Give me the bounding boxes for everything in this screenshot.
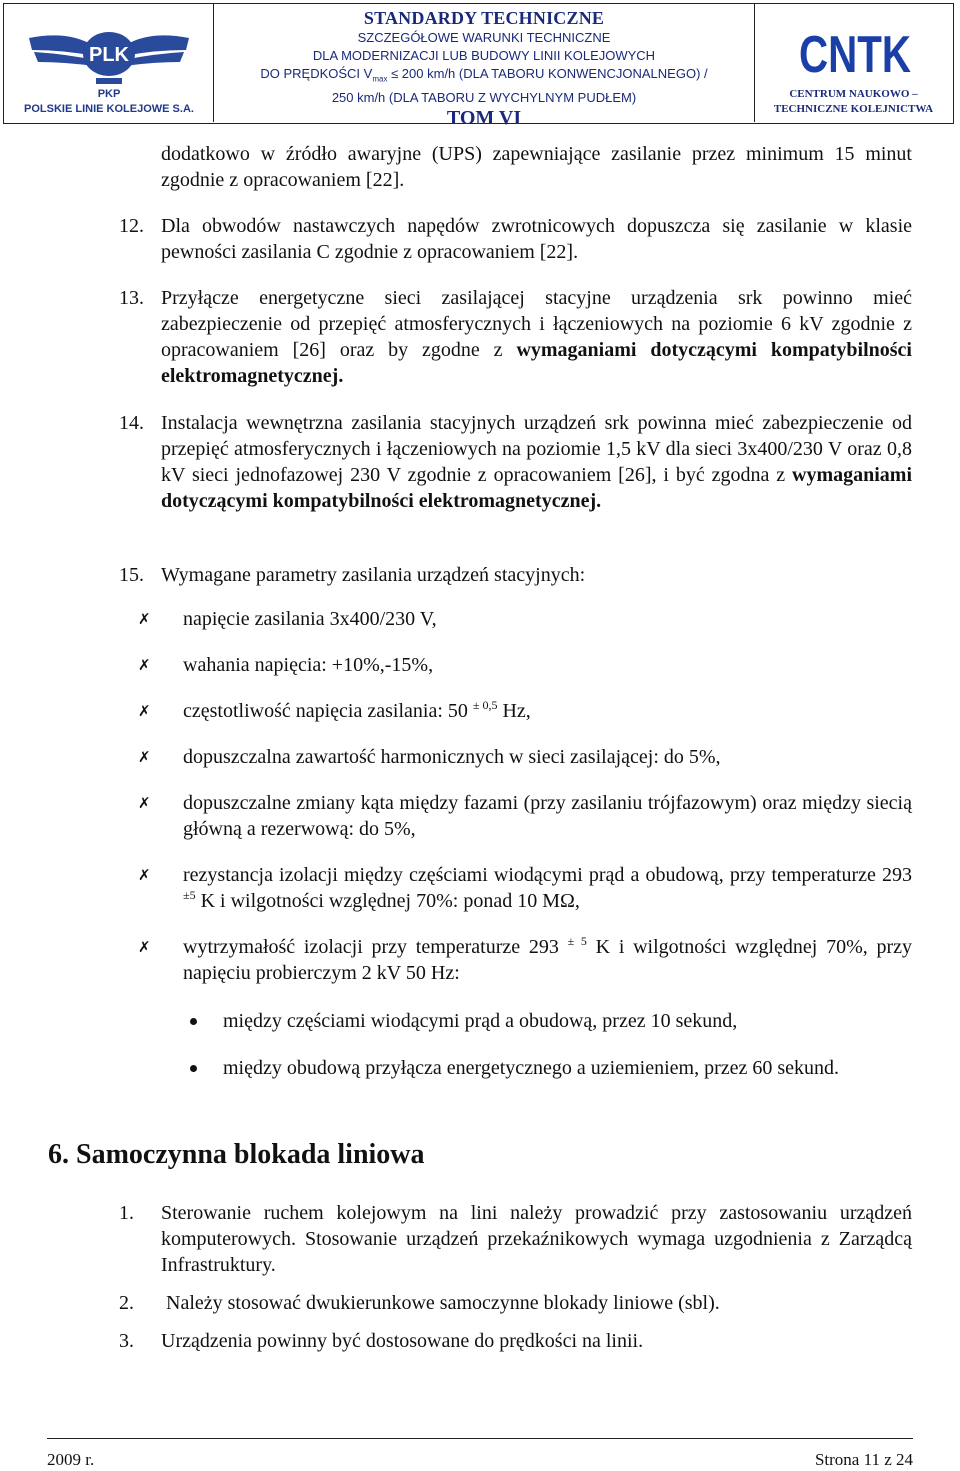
footer-divider bbox=[47, 1438, 913, 1439]
cross-bullet-icon: ✗ bbox=[138, 938, 151, 956]
sub-bullet-live-parts: między częściami wiodącymi prąd a obudową, przez 10 sekund, bbox=[223, 1010, 738, 1032]
section-item-1-text: Sterowanie ruchem kolejowym na lini należy prowadzić przy zastosowaniu urządzeń komputerowych. Stosowanie urządzeń przekaźnikowych wymaga uzgodnienia z Zarządcą Infrastruktury. bbox=[161, 1202, 912, 1276]
item-14-emphasis: wymaganiami dotyczącymi kompatybilności elektromagnetycznej. bbox=[161, 464, 912, 512]
bullet-voltage-variation: wahania napięcia: +10%,-15%, bbox=[183, 654, 434, 676]
plk-company-name: POLSKIE LINIE KOLEJOWE S.A. bbox=[24, 103, 194, 115]
section-item-3-number: 3. bbox=[119, 1330, 134, 1352]
item-13-number: 13. bbox=[119, 287, 144, 309]
item-15-number: 15. bbox=[119, 564, 144, 586]
header-line-2: SZCZEGÓŁOWE WARUNKI TECHNICZNE bbox=[357, 30, 611, 45]
item-13-emphasis: wymaganiami dotyczącymi kompatybilności elektromagnetycznej. bbox=[161, 339, 912, 387]
header-line-3: DLA MODERNIZACJI LUB BUDOWY LINII KOLEJOWYCH bbox=[312, 48, 656, 63]
cross-bullet-icon: ✗ bbox=[138, 702, 151, 720]
cntk-logo-icon bbox=[795, 14, 915, 84]
cntk-name-line-2: TECHNICZNE KOLEJNICTWA bbox=[773, 103, 934, 115]
dot-bullet-icon bbox=[190, 1065, 197, 1072]
bullet-frequency: częstotliwość napięcia zasilania: 50 $^{\pm 0,5}$ Hz, bbox=[183, 698, 531, 722]
bullet-supply-voltage: napięcie zasilania 3x400/230 V, bbox=[183, 608, 437, 630]
sub-bullet-earthing: między obudową przyłącza energetycznego a uziemieniem, przez 60 sekund. bbox=[223, 1057, 840, 1079]
cntk-logo-text: CNTK bbox=[799, 26, 912, 84]
item-15-text: Wymagane parametry zasilania urządzeń stacyjnych: bbox=[161, 564, 586, 586]
header-line-5: 250 km/h (DLA TABORU Z WYCHYLNYM PUDŁEM) bbox=[331, 89, 637, 105]
cross-bullet-icon: ✗ bbox=[138, 794, 151, 812]
footer-year: 2009 r. bbox=[47, 1450, 95, 1469]
volume-label: TOM VI bbox=[446, 106, 522, 129]
page-header bbox=[3, 3, 954, 129]
item-13-text: Przyłącze energetyczne sieci zasilającej stacyjne urządzenia srk powinno mieć zabezpieczenie od przepięć atmosferycznych i łączeniowych na poziomie 6 kV zgodnie z opracowaniem [26] oraz by zgodne z wymaganiami dotyczącymi kompatybilności elektromagnetycznej. bbox=[161, 287, 912, 387]
section-item-2-number: 2. bbox=[119, 1292, 134, 1314]
continuation-paragraph: dodatkowo w źródło awaryjne (UPS) zapewniające zasilanie przez minimum 15 minut zgodnie z opracowaniem [22]. bbox=[161, 143, 912, 191]
dot-bullet-icon bbox=[190, 1018, 197, 1025]
item-12-number: 12. bbox=[119, 215, 144, 237]
section-heading: 6. Samoczynna blokada liniowa bbox=[48, 1139, 425, 1170]
bullet-phase-angle: dopuszczalne zmiany kąta między fazami (przy zasilaniu trójfazowym) oraz między siecią główną a rezerwową: do 5%, bbox=[183, 792, 912, 840]
header-left-cell bbox=[4, 4, 214, 122]
cross-bullet-icon: ✗ bbox=[138, 610, 151, 628]
plk-logo-text: PLK bbox=[89, 44, 129, 66]
cntk-name-line-1: CENTRUM NAUKOWO – bbox=[789, 88, 918, 100]
cross-bullet-icon: ✗ bbox=[138, 656, 151, 674]
header-center-cell bbox=[214, 4, 755, 129]
section-item-3-text: Urządzenia powinny być dostosowane do prędkości na linii. bbox=[161, 1330, 644, 1352]
pkp-label: PKP bbox=[97, 88, 121, 100]
section-item-1-number: 1. bbox=[119, 1202, 134, 1224]
bullet-insulation-resistance: rezystancja izolacji między częściami wiodącymi prąd a obudową, przy temperaturze 293 $^{\pm 5}$ K i wilgotności względnej 70%: ponad 10 MΩ, bbox=[183, 864, 912, 912]
item-12-text: Dla obwodów nastawczych napędów zwrotnicowych dopuszcza się zasilanie w klasie pewności zasilania C zgodnie z opracowaniem [22]. bbox=[161, 215, 912, 263]
section-item-2-text: Należy stosować dwukierunkowe samoczynne blokady liniowe (sbl). bbox=[161, 1292, 720, 1314]
item-14-number: 14. bbox=[119, 412, 144, 434]
plk-winged-logo-icon bbox=[24, 20, 194, 90]
footer-page-number: Strona 11 z 24 bbox=[814, 1450, 913, 1469]
bullet-insulation-strength: wytrzymałość izolacji przy temperaturze 293 $^{\pm 5}$ K i wilgotności względnej 70%, przy napięciu probierczym 2 kV 50 Hz: bbox=[183, 934, 912, 984]
header-right-cell bbox=[755, 4, 952, 122]
cross-bullet-icon: ✗ bbox=[138, 866, 151, 884]
header-line-4: DO PRĘDKOŚCI $V_{max} \le 200$ km/h (DLA TABORU KONWENCJONALNEGO) / bbox=[260, 66, 708, 84]
item-14-text: Instalacja wewnętrzna zasilania stacyjnych urządzeń srk powinna mieć zabezpieczenie od przepięć atmosferycznych i łączeniowych na poziomie 1,5 kV dla sieci 3x400/230 V oraz 0,8 kV sieci jednofazowej 230 V zgodnie z opracowaniem [26], i być zgodna z wymaganiami dotyczącymi kompatybilności elektromagnetycznej. bbox=[161, 412, 912, 512]
standards-title: STANDARDY TECHNICZNE bbox=[363, 8, 605, 28]
cross-bullet-icon: ✗ bbox=[138, 748, 151, 766]
bullet-harmonics: dopuszczalna zawartość harmonicznych w sieci zasilającej: do 5%, bbox=[183, 746, 721, 768]
